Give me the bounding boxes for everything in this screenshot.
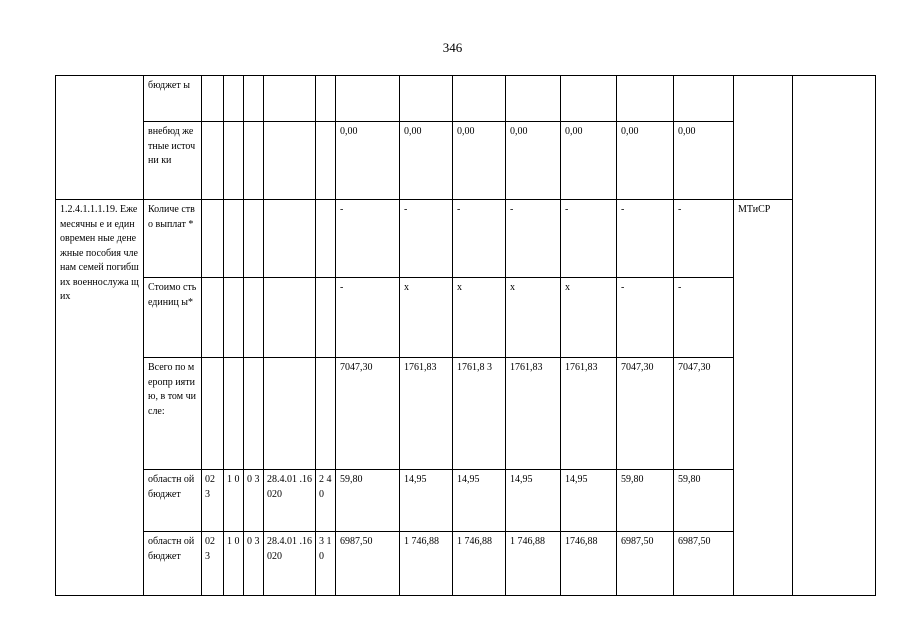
value-cell: 0,00 [617,122,674,200]
value-cell: 1746,88 [561,532,617,596]
code-rz-cell [224,278,244,358]
measure-cell-empty [56,76,144,200]
value-cell [400,76,453,122]
code-vr-cell [316,358,336,470]
code-csr-cell [264,358,316,470]
value-cell [674,76,734,122]
code-csr-cell: 28.4.01 .16020 [264,532,316,596]
value-cell: 14,95 [453,470,506,532]
value-cell [336,76,400,122]
code-grbs-cell [202,122,224,200]
value-cell: 59,80 [617,470,674,532]
value-cell: 1 746,88 [400,532,453,596]
code-grbs-cell: 02 3 [202,470,224,532]
value-cell: х [453,278,506,358]
code-pr-cell [244,76,264,122]
value-cell: 1761,8 3 [453,358,506,470]
code-pr-cell [244,278,264,358]
value-cell: 14,95 [400,470,453,532]
source-label-cell: внебюд жетные источни ки [144,122,202,200]
page-number: 346 [442,40,463,55]
code-grbs-cell: 02 3 [202,532,224,596]
value-cell: 1761,83 [561,358,617,470]
value-cell: - [400,200,453,278]
value-cell: 6987,50 [336,532,400,596]
code-vr-cell [316,200,336,278]
last-column-cell [793,76,876,596]
value-cell: х [400,278,453,358]
code-rz-cell [224,76,244,122]
value-cell [506,76,561,122]
code-grbs-cell [202,278,224,358]
value-cell: 59,80 [336,470,400,532]
code-csr-cell [264,278,316,358]
table-row [56,200,876,278]
value-cell: 7047,30 [674,358,734,470]
value-cell: 0,00 [453,122,506,200]
code-vr-cell [316,278,336,358]
value-cell: 0,00 [674,122,734,200]
executor-cell-empty [734,76,793,200]
code-csr-cell: 28.4.01 .16020 [264,470,316,532]
code-grbs-cell [202,76,224,122]
value-cell: 6987,50 [617,532,674,596]
value-cell: 0,00 [561,122,617,200]
value-cell: 14,95 [561,470,617,532]
code-pr-cell [244,358,264,470]
value-cell: 1 746,88 [506,532,561,596]
code-rz-cell: 1 0 [224,532,244,596]
budget-table [55,75,876,596]
code-rz-cell [224,200,244,278]
value-cell [561,76,617,122]
executor-cell: МТиСР [734,200,793,596]
value-cell [617,76,674,122]
value-cell: х [506,278,561,358]
code-vr-cell: 2 4 0 [316,470,336,532]
value-cell: - [453,200,506,278]
value-cell: 6987,50 [674,532,734,596]
value-cell: 59,80 [674,470,734,532]
value-cell: 7047,30 [617,358,674,470]
value-cell: 14,95 [506,470,561,532]
code-rz-cell [224,358,244,470]
code-grbs-cell [202,200,224,278]
value-cell: - [617,278,674,358]
code-vr-cell: 3 1 0 [316,532,336,596]
value-cell: - [336,278,400,358]
value-cell: 0,00 [506,122,561,200]
source-label-cell: областн ой бюджет [144,470,202,532]
value-cell: - [561,200,617,278]
value-cell: - [617,200,674,278]
code-pr-cell: 0 3 [244,470,264,532]
code-vr-cell [316,122,336,200]
value-cell [453,76,506,122]
value-cell: 7047,30 [336,358,400,470]
code-pr-cell: 0 3 [244,532,264,596]
code-rz-cell [224,122,244,200]
source-label-cell: областн ой бюджет [144,532,202,596]
code-grbs-cell [202,358,224,470]
code-vr-cell [316,76,336,122]
code-csr-cell [264,76,316,122]
source-label-cell: Стоимо сть единиц ы* [144,278,202,358]
measure-name-cell: 1.2.4.1.1.1.19. Ежемесячны е и единовремен ные денежные пособия членам семей погибших военнослужа щих [56,200,144,596]
value-cell: - [506,200,561,278]
value-cell: 1761,83 [400,358,453,470]
value-cell: 1761,83 [506,358,561,470]
value-cell: 0,00 [336,122,400,200]
value-cell: 1 746,88 [453,532,506,596]
value-cell: 0,00 [400,122,453,200]
code-pr-cell [244,200,264,278]
value-cell: - [674,278,734,358]
code-csr-cell [264,200,316,278]
value-cell: - [336,200,400,278]
source-label-cell: Всего по меропр иятию, в том числе: [144,358,202,470]
value-cell: - [674,200,734,278]
table-row [56,76,876,122]
value-cell: х [561,278,617,358]
source-label-cell: Количе ство выплат * [144,200,202,278]
code-pr-cell [244,122,264,200]
code-csr-cell [264,122,316,200]
code-rz-cell: 1 0 [224,470,244,532]
source-label-cell: бюджет ы [144,76,202,122]
